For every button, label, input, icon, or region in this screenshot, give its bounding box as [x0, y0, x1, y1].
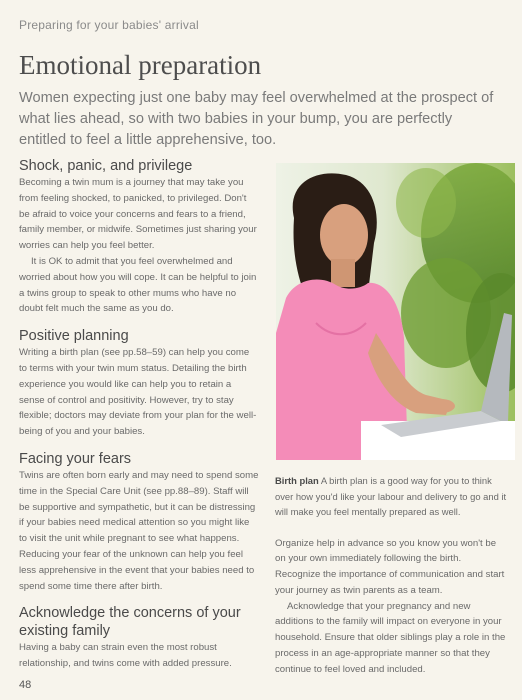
caption-lead: Birth plan	[275, 475, 319, 486]
page-title: Emotional preparation	[19, 50, 262, 80]
body-paragraph: Writing a birth plan (see pp.58–59) can help you come to terms with your twin mum status. Detailing the birth experience you would like can help you to retain a sense of control and positivity. However, try to stay flexible; doctors may deviate from your plan for the well-being of you and your babies.	[19, 347, 257, 438]
body-paragraph: Twins are often born early and may need to spend some time in the Special Care Unit (see pp.88–89). Staff will be supportive and sympathetic, but it can be distressing if your babies need medical attention so you might like to visit the unit while pregnant to see what happens. Reducing your fear of the unknown can help you feel less apprehensive in the event that your babies need to spend some time there after birth.	[19, 469, 259, 592]
intro-paragraph: Women expecting just one baby may feel overwhelmed at the prospect of what lies ahead, so with two babies in your bump, you are perfectly entitled to feel a little apprehensive, too.	[19, 90, 494, 148]
body-paragraph: Becoming a twin mum is a journey that may take you from feeling shocked, to panicked, to privileged. Don't be afraid to voice your concerns and fears to a friend, family member, or midwife. Sometimes just sharing your worries can help you feel better.	[19, 177, 257, 252]
right-column	[275, 473, 507, 678]
section-heading: Acknowledge the concerns of your existing family	[19, 605, 241, 640]
running-head: Preparing for your babies' arrival	[19, 18, 199, 32]
caption-text: A birth plan is a good way for you to think over how you'd like your labour and delivery to go and it will make you feel mentally prepared as well.	[275, 475, 507, 517]
photo-illustration	[276, 163, 515, 460]
section-heading: Positive planning	[19, 328, 129, 345]
body-paragraph: Acknowledge that your pregnancy and new additions to the family will impact on everyone in your household. Ensure that older siblings play a role in the process in an age-appropriate manner so that they continue to feel loved and included.	[275, 600, 506, 675]
left-column	[19, 157, 259, 672]
woman-laptop-photo	[276, 163, 515, 460]
body-paragraph: It is OK to admit that you feel overwhelmed and worried about how you will cope. It can be helpful to join a twins group to speak to other mums who have no doubt felt much the same as you do.	[19, 255, 257, 315]
body-paragraph: Having a baby can strain even the most robust relationship, and twins come with added pressure.	[19, 642, 232, 670]
section-heading: Facing your fears	[19, 450, 132, 467]
page-number: 48	[19, 679, 32, 691]
body-paragraph: Organize help in advance so you know you won't be on your own immediately following the birth. Recognize the importance of communication and start your journey as twin parents as a team.	[275, 537, 505, 596]
photo-caption	[275, 473, 507, 520]
section-heading: Shock, panic, and privilege	[19, 158, 193, 174]
